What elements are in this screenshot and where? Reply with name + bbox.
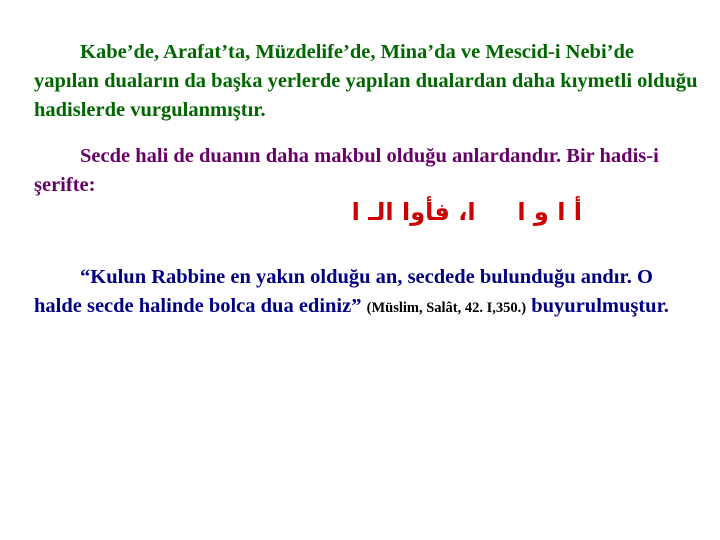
paragraph-secde: Secde hali de duanın daha makbul olduğu anlardandır. Bir hadis-i şerifte: [34,145,659,196]
paragraph-hadith-quote [34,263,702,323]
hadith-quote-text: “Kulun Rabbine en yakın olduğu an, secdede bulunduğu andır. O halde secde halinde bolca dua ediniz” [34,266,653,317]
arabic-hadith-line: أ ا و ا ا، فأوا الـ ا [351,198,582,226]
hadith-citation: (Müslim, Salât, 42. I,350.) [366,300,527,316]
paragraph-holy-places: Kabe’de, Arafat’ta, Müzdelife’de, Mina’da ve Mescid-i Nebi’de yapılan duaların da başka yerlerde yapılan dualardan daha kıymetli olduğu hadislerde vurgulanmıştır. [34,41,698,121]
hadith-ending: buyurulmuştur. [531,295,669,317]
